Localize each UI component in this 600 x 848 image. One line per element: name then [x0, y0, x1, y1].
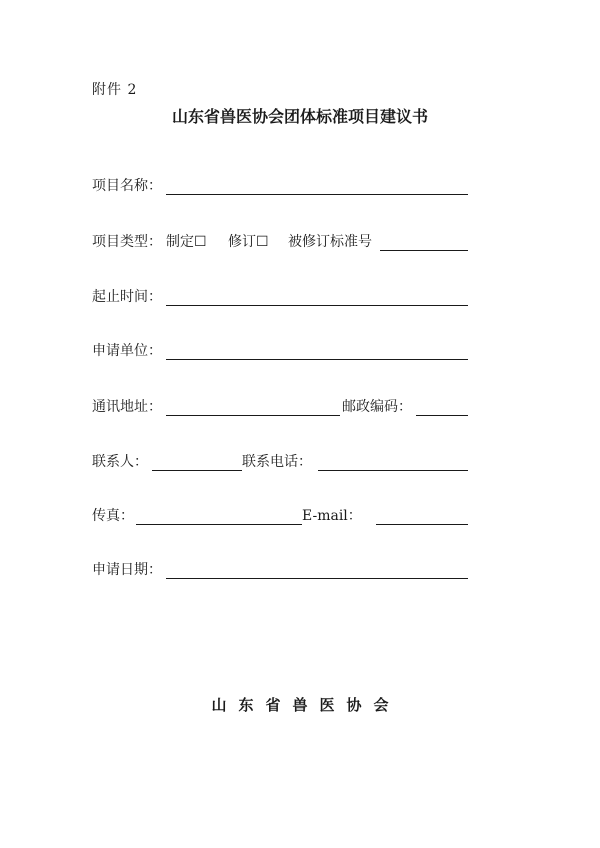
apply-date-row: [92, 560, 472, 580]
contact-person-label: 联系人：: [92, 454, 148, 470]
revised-standard-label: 被修订标准号: [288, 234, 372, 250]
period-row: [92, 287, 472, 307]
fax-row: [92, 506, 472, 526]
project-type-label: 项目类型：: [92, 234, 162, 250]
project-name-blank[interactable]: [166, 194, 468, 195]
project-type-row: [92, 232, 472, 252]
applicant-unit-label: 申请单位：: [92, 343, 162, 359]
email-blank[interactable]: [376, 524, 468, 525]
address-label: 通讯地址：: [92, 399, 162, 415]
applicant-unit-blank[interactable]: [166, 359, 468, 360]
period-label: 起止时间：: [92, 289, 162, 305]
project-name-row: [92, 176, 472, 196]
contact-row: [92, 452, 472, 472]
revised-standard-blank[interactable]: [380, 250, 468, 251]
project-name-label: 项目名称：: [92, 178, 162, 194]
document-title: 山东省兽医协会团体标准项目建议书: [171, 107, 428, 126]
address-row: [92, 397, 472, 417]
apply-date-blank[interactable]: [166, 578, 468, 579]
period-blank[interactable]: [166, 305, 468, 306]
apply-date-label: 申请日期：: [92, 562, 162, 578]
email-label: E-mail：: [302, 508, 362, 524]
type-option-new[interactable]: 制定☐: [166, 234, 207, 250]
applicant-unit-row: [92, 341, 472, 361]
postcode-label: 邮政编码：: [342, 399, 412, 415]
contact-person-blank[interactable]: [152, 470, 242, 471]
attachment-label: 附件 2: [92, 82, 138, 98]
address-blank[interactable]: [166, 415, 340, 416]
postcode-blank[interactable]: [416, 415, 468, 416]
fax-label: 传真：: [92, 508, 134, 524]
fax-blank[interactable]: [136, 524, 302, 525]
type-option-revise[interactable]: 修订☐: [228, 234, 269, 250]
contact-phone-blank[interactable]: [318, 470, 468, 471]
organization-name: 山东省兽医协会: [211, 696, 401, 714]
contact-phone-label: 联系电话：: [242, 454, 312, 470]
